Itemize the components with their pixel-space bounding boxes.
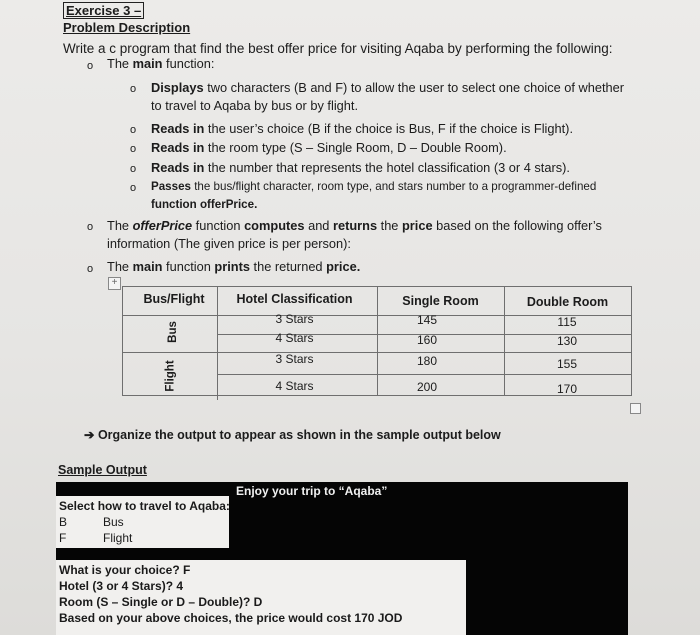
- intro-text: Write a c program that find the best offer price for visiting Aqaba by performing the following:: [63, 41, 613, 56]
- text-part: The: [107, 56, 133, 71]
- text-part: The: [107, 218, 133, 233]
- text-part: the user’s choice (B if the choice is Bus, F if the choice is Flight).: [204, 121, 574, 136]
- console-option-f-key: F: [59, 531, 67, 545]
- bullet-icon: o: [130, 124, 137, 136]
- prints-line: [107, 258, 360, 276]
- console-option-b-key: B: [59, 515, 68, 529]
- table-cell-single: 160: [416, 333, 438, 347]
- table-cell-double: 155: [556, 357, 578, 371]
- header-bus-flight: Bus/Flight: [143, 292, 205, 306]
- bullet-icon: o: [130, 143, 137, 155]
- table-resize-handle-icon[interactable]: [630, 403, 641, 414]
- text-part: the bus/flight character, room type, and stars number to a programmer-defined: [190, 180, 597, 193]
- console-choice-line: What is your choice? F: [59, 563, 191, 577]
- console-select-line: Select how to travel to Aqaba:: [59, 499, 230, 513]
- text-part: main: [132, 56, 163, 71]
- text-part: two characters (B and F) to allow the user to select one choice of whether: [203, 80, 625, 95]
- text-part: Passes: [151, 180, 191, 193]
- main-item-5: [151, 178, 596, 196]
- bullet-icon: o: [130, 83, 137, 95]
- text-part: price.: [326, 259, 361, 274]
- text-part: function: [192, 218, 245, 233]
- main-item-3: [151, 139, 507, 157]
- text-part: prints: [214, 259, 250, 274]
- header-hotel-classification: Hotel Classification: [236, 292, 353, 306]
- console-room-line: Room (S – Single or D – Double)? D: [59, 595, 263, 609]
- text-part: Reads in: [151, 121, 205, 136]
- text-part: function:: [162, 56, 215, 71]
- main-item-1-cont: to travel to Aqaba by bus or by flight.: [151, 98, 359, 113]
- text-part: Displays: [151, 80, 204, 95]
- console-result-line: Based on your above choices, the price would cost 170 JOD: [59, 611, 403, 625]
- table-cell-double: 170: [556, 382, 578, 396]
- offer-price-line1: [107, 217, 602, 235]
- text-part: the room type (S – Single Room, D – Double Room).: [204, 140, 507, 155]
- header-single-room: Single Room: [402, 294, 479, 308]
- table-cell-stars: 4 Stars: [275, 331, 314, 345]
- header-double-room: Double Room: [526, 295, 609, 309]
- text-part: offerPrice: [132, 218, 193, 233]
- table-cell-single: 145: [416, 313, 438, 327]
- main-function-label: [107, 55, 214, 73]
- text-part: computes: [244, 218, 305, 233]
- offer-price-table: [122, 286, 632, 402]
- problem-description-heading: Problem Description: [63, 20, 191, 35]
- text-part: the number that represents the hotel classification (3 or 4 stars).: [204, 160, 570, 175]
- console-hotel-line: Hotel (3 or 4 Stars)? 4: [59, 579, 184, 593]
- group-label-bus: Bus: [166, 321, 179, 343]
- console-option-b-value: Bus: [103, 515, 124, 529]
- offer-price-line2: information (The given price is per person):: [107, 236, 351, 251]
- text-part: price: [401, 218, 433, 233]
- table-move-handle-icon[interactable]: +: [108, 277, 121, 290]
- text-part: main: [132, 259, 163, 274]
- group-label-flight: Flight: [164, 360, 177, 392]
- text-part: based on the following offer’s: [432, 218, 602, 233]
- bullet-icon: o: [87, 60, 94, 72]
- table-cell-single: 200: [416, 380, 438, 394]
- bullet-icon: o: [130, 163, 137, 175]
- text-part: function: [162, 259, 215, 274]
- main-item-4: [151, 159, 570, 177]
- table-cell-double: 130: [556, 334, 578, 348]
- table-cell-stars: 4 Stars: [275, 379, 314, 393]
- text-part: The: [107, 259, 133, 274]
- text-part: returns: [332, 218, 378, 233]
- main-item-1: [151, 79, 624, 97]
- table-cell-stars: 3 Stars: [275, 312, 314, 326]
- table-cell-double: 115: [557, 315, 577, 329]
- text-part: Reads in: [151, 140, 205, 155]
- console-menu-panel: [56, 496, 229, 548]
- text-part: the: [377, 218, 402, 233]
- console-enjoy-line: Enjoy your trip to “Aqaba”: [236, 484, 388, 498]
- bullet-icon: o: [87, 221, 94, 233]
- console-answers-panel: [56, 560, 466, 635]
- table-cell-stars: 3 Stars: [275, 352, 314, 366]
- bullet-icon: o: [130, 182, 137, 194]
- text-part: Reads in: [151, 160, 205, 175]
- text-part: the returned: [249, 259, 327, 274]
- exercise-title: Exercise 3 –: [63, 2, 144, 19]
- main-item-2: [151, 120, 573, 138]
- bullet-icon: o: [87, 263, 94, 275]
- main-item-5-cont: function offerPrice.: [151, 198, 258, 211]
- sample-output-title: Sample Output: [58, 463, 147, 477]
- organize-instruction: ➔ Organize the output to appear as shown in the sample output below: [84, 428, 501, 442]
- text-part: and: [304, 218, 333, 233]
- table-cell-single: 180: [416, 354, 438, 368]
- console-option-f-value: Flight: [103, 531, 133, 545]
